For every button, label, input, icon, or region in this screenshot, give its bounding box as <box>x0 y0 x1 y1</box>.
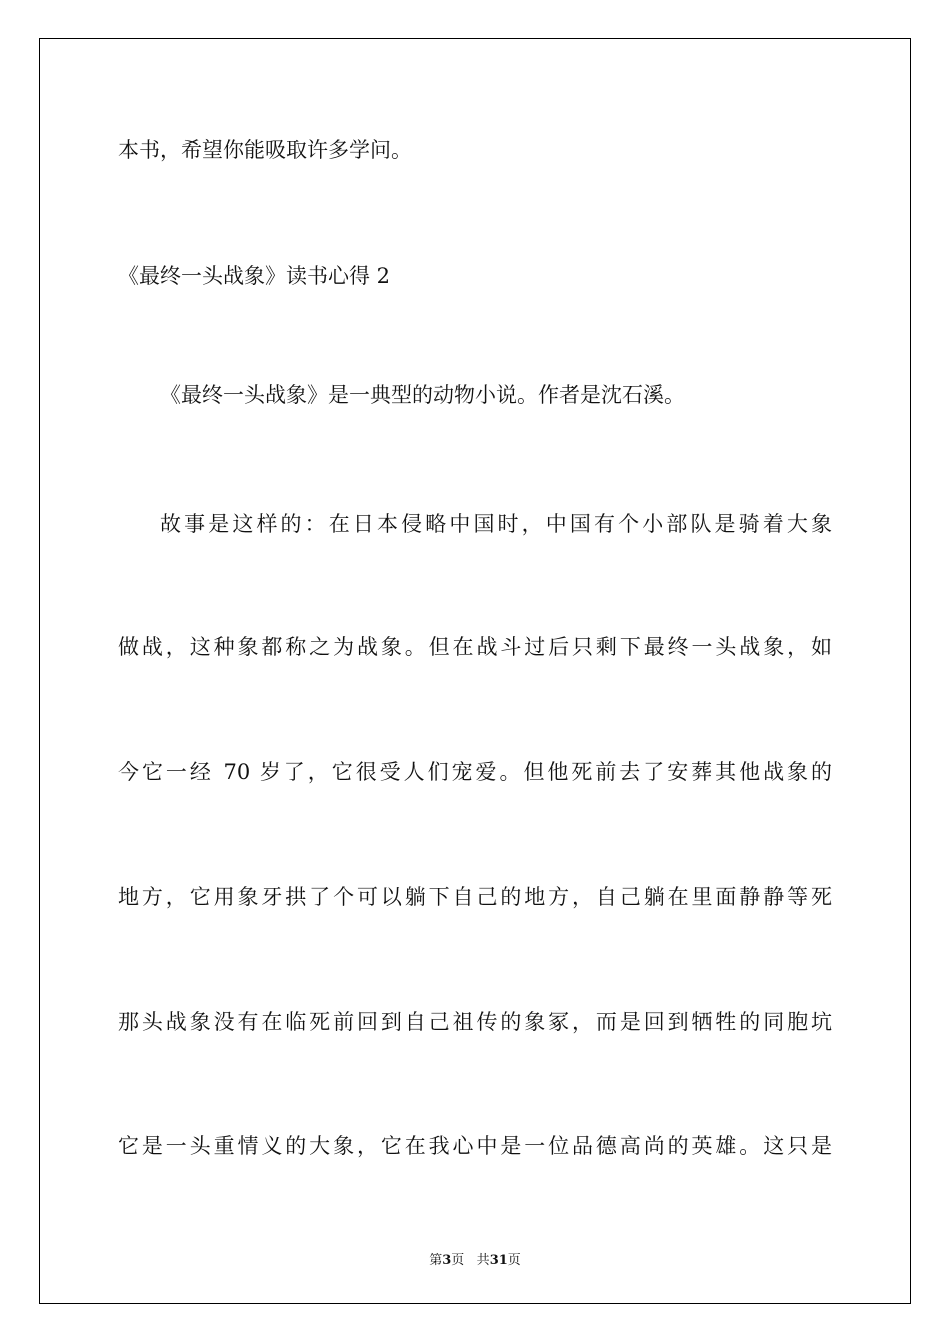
page-border <box>39 38 911 1304</box>
section-heading: 《最终一头战象》读书心得 2 <box>118 264 391 288</box>
footer-total-pages: 31 <box>489 1253 508 1268</box>
footer-page-number: 3 <box>442 1253 452 1268</box>
text-line-3: 《最终一头战象》是一典型的动物小说。作者是沈石溪。 <box>160 383 685 407</box>
text-line-1: 本书，希望你能吸取许多学问。 <box>118 138 412 162</box>
footer-page-suffix: 页 <box>451 1253 465 1268</box>
footer-total-suffix: 页 <box>507 1253 521 1268</box>
text-line-4: 故事是这样的：在日本侵略中国时，中国有个小部队是骑着大象 <box>160 512 832 536</box>
text-line-9: 它是一头重情义的大象，它在我心中是一位品德高尚的英雄。这只是 <box>118 1134 832 1158</box>
page-footer <box>0 1249 950 1268</box>
text-line-7: 地方，它用象牙拱了个可以躺下自己的地方，自己躺在里面静静等死 <box>118 885 832 909</box>
text-line-5: 做战，这种象都称之为战象。但在战斗过后只剩下最终一头战象，如 <box>118 635 832 659</box>
footer-total-prefix: 共 <box>476 1253 490 1268</box>
footer-page-prefix: 第 <box>429 1253 443 1268</box>
text-line-8: 那头战象没有在临死前回到自己祖传的象冢，而是回到牺牲的同胞坑 <box>118 1010 832 1034</box>
text-line-6: 今它一经 70 岁了，它很受人们宠爱。但他死前去了安葬其他战象的 <box>118 760 832 784</box>
